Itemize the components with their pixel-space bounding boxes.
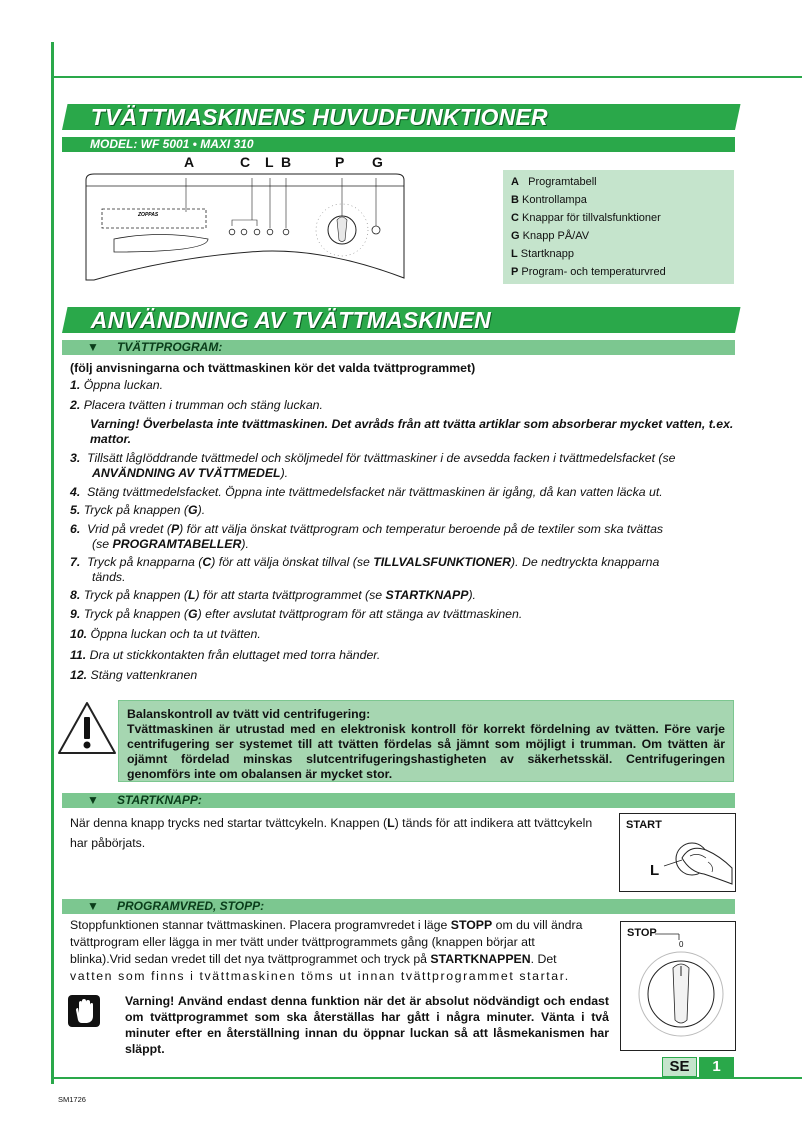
start-figure-label: START — [626, 819, 662, 831]
stop-position-zero: 0 — [679, 940, 684, 949]
section-title-usage — [62, 307, 741, 333]
stop-description: Stoppfunktionen stannar tvättmaskinen. Placera programvredet i läge STOPP om du vill ändra tvättprogram eller lägga in mer tvätt under tvättprogrammets gång (knappen börjar att blinka).Vrid sedan vredet till det nya tvättprogrammet och tryck på STARTKNAPPEN. Det vatten som finns i tvättmaskinen töms ut innan tvättprogrammet startar. — [70, 918, 583, 983]
balance-control-box — [118, 700, 734, 782]
legend-item: L Startknapp — [511, 248, 574, 260]
subsection-label: STARTKNAPP: — [117, 793, 202, 807]
legend-item: B Kontrollampa — [511, 194, 587, 206]
control-panel-diagram — [80, 168, 410, 293]
step-9: 9. Tryck på knappen (G) efter avslutat tvättprogram för att stänga av tvättmaskinen. — [70, 607, 523, 621]
program-dial-icon — [621, 922, 735, 1050]
brand-logo: ZOPPAS — [138, 212, 159, 218]
legend-item: G Knapp PÅ/AV — [511, 230, 590, 242]
legend-item: A Programtabell — [511, 176, 597, 188]
subsection-program-dial-stop: ▼ PROGRAMVRED, STOPP: — [62, 899, 735, 914]
balance-body: Tvättmaskinen är utrustad med en elektronisk kontroll för korrekt fördelning av tvätten. Före varje centrifugering ser systemet till att tvätten fördelas så jämnt som möjligt i trumman. Om tvätten är ojämnt fördelad minskas slutcentrifugeringshastigheten av säkerhetsskäl. Centrifugeringen genomförs inte om obalansen är mycket stor. — [127, 722, 725, 781]
page-number: 1 — [699, 1057, 734, 1077]
finger-pressing-icon — [620, 814, 735, 891]
stop-warning-text: Varning! Använd endast denna funktion när det är absolut nödvändigt och endast om tvättprogrammet som ska återställas har gått i några minuter. Vänta i två minuter efter en återställning innan du öppnar luckan så att låsmekanismen har släppt. — [125, 994, 609, 1056]
step-7: 7. Tryck på knapparna (C) för att välja önskat tillval (se TILLVALSFUNKTIONER). De nedtryckta knapparna tänds. — [70, 555, 660, 584]
bottom-green-rule — [51, 1077, 802, 1079]
section-title-text: TVÄTTMASKINENS HUVUDFUNKTIONER — [90, 104, 548, 130]
step-10: 10. Öppna luckan och ta ut tvätten. — [70, 627, 261, 641]
left-green-rule — [51, 42, 54, 1084]
step-4: 4. Stäng tvättmedelsfacket. Öppna inte tvättmedelsfacket när tvättmaskinen är igång, då kan vatten läcka ut. — [70, 485, 663, 499]
document-code: SM1726 — [58, 1095, 86, 1104]
start-description: När denna knapp trycks ned startar tvättcykeln. Knappen (L) tänds för att indikera att tvättcykeln har påbörjats. — [70, 816, 593, 850]
legend-item: C Knappar för tillvalsfunktioner — [511, 212, 661, 224]
callout-letter-b: B — [281, 154, 292, 170]
model-text: MODEL: WF 5001 • MAXI 310 — [90, 137, 254, 151]
section-title-main-functions — [62, 104, 741, 130]
callout-letter-c: C — [240, 154, 251, 170]
intro-text: (följ anvisningarna och tvättmaskinen kör det valda tvättprogrammet) — [70, 361, 476, 375]
step-8: 8. Tryck på knappen (L) för att starta tvättprogrammet (se STARTKNAPP). — [70, 588, 476, 602]
warning-triangle-icon — [56, 700, 118, 756]
step-1: 1. Öppna luckan. — [70, 378, 163, 392]
step-12: 12. Stäng vattenkranen — [70, 668, 198, 682]
subsection-label: PROGRAMVRED, STOPP: — [117, 899, 265, 913]
stop-dial-figure — [620, 921, 736, 1051]
section-title-text: ANVÄNDNING AV TVÄTTMASKINEN — [90, 307, 491, 333]
page-badge — [662, 1057, 734, 1077]
model-band — [62, 137, 735, 152]
step-5: 5. Tryck på knappen (G). — [70, 503, 206, 517]
step-3: 3. Tillsätt lågIöddrande tvättmedel och sköljmedel för tvättmaskiner i de avsedda facken i tvättmedelsfacket (se ANVÄNDNING AV TVÄTTMEDEL). — [70, 451, 676, 480]
callout-letter-a: A — [184, 154, 195, 170]
stop-figure-label: STOP — [627, 927, 657, 939]
legend-item: P Program- och temperaturvred — [511, 266, 666, 278]
start-figure-letter: L — [650, 862, 660, 879]
subsection-start-button: ▼ STARTKNAPP: — [62, 793, 735, 808]
step-2: 2. Placera tvätten i trumman och stäng luckan. — [70, 398, 323, 412]
overload-warning: Varning! Överbelasta inte tvättmaskinen. Det avråds från att tvätta artiklar som absorberar mycket vatten, t.ex. mattor. — [90, 417, 734, 446]
step-11: 11. Dra ut stickkontakten från eluttaget med torra händer. — [70, 648, 381, 662]
diagram-legend — [503, 170, 734, 284]
subsection-label: TVÄTTPROGRAM: — [117, 340, 223, 354]
step-6: 6. Vrid på vredet (P) för att välja önskat tvättprogram och temperatur beroende på de textiler som ska tvättas (se PROGRAMTABELLER). — [70, 522, 664, 551]
top-green-rule — [51, 76, 802, 78]
hand-stop-icon — [67, 994, 101, 1028]
callout-letter-l: L — [265, 154, 274, 170]
start-button-figure — [619, 813, 736, 892]
language-code: SE — [662, 1057, 697, 1077]
callout-letter-g: G — [372, 154, 383, 170]
callout-letter-p: P — [335, 154, 345, 170]
balance-title: Balanskontroll av tvätt vid centrifugering: — [127, 707, 371, 721]
subsection-wash-program: ▼ TVÄTTPROGRAM: — [62, 340, 735, 355]
on-off-button — [372, 226, 380, 234]
